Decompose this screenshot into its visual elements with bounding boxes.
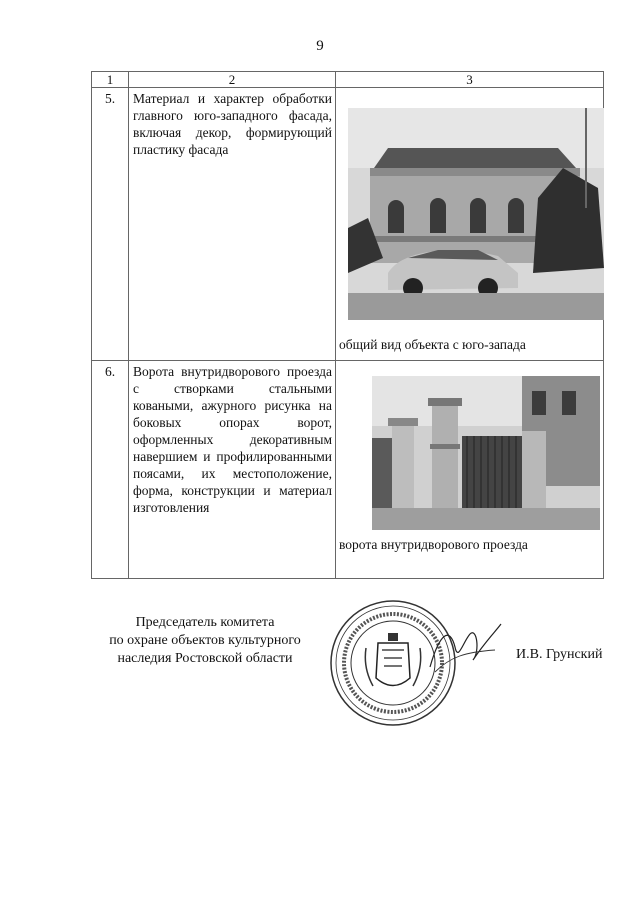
signatory-name: И.В. Грунский: [516, 647, 603, 662]
photo-cell: [336, 361, 604, 579]
handwritten-signature: [425, 612, 505, 682]
row-number: 5.: [92, 88, 129, 361]
position-line: по охране объектов культурного: [109, 633, 301, 648]
table-row: [92, 361, 604, 579]
signatory-position: [90, 614, 320, 668]
photo-cell: [336, 88, 604, 361]
header-col-2: 2: [129, 72, 336, 88]
position-line: наследия Ростовской области: [117, 651, 293, 666]
gates-photo: [372, 376, 600, 530]
header-col-1: 1: [92, 72, 129, 88]
table-header-row: [92, 72, 604, 88]
attributes-table: [91, 71, 604, 579]
row-number: 6.: [92, 361, 129, 579]
table-row: [92, 88, 604, 361]
photo-caption: ворота внутридворового проезда: [339, 537, 528, 552]
photo-caption: общий вид объекта с юго-запада: [339, 337, 526, 352]
page-number: 9: [316, 38, 324, 54]
facade-photo: [348, 108, 604, 320]
row-description: Ворота внутридворового проезда с створками стальными коваными, ажурного рисунка на боковых опорах ворот, оформленных декоративным навершием и профилированными поясами, их местоположение, форма, конструкции и материал изготовления: [129, 361, 336, 579]
row-description: Материал и характер обработки главного юго-западного фасада, включая декор, формирующий пластику фасада: [129, 88, 336, 361]
position-line: Председатель комитета: [135, 615, 275, 630]
header-col-3: 3: [336, 72, 604, 88]
